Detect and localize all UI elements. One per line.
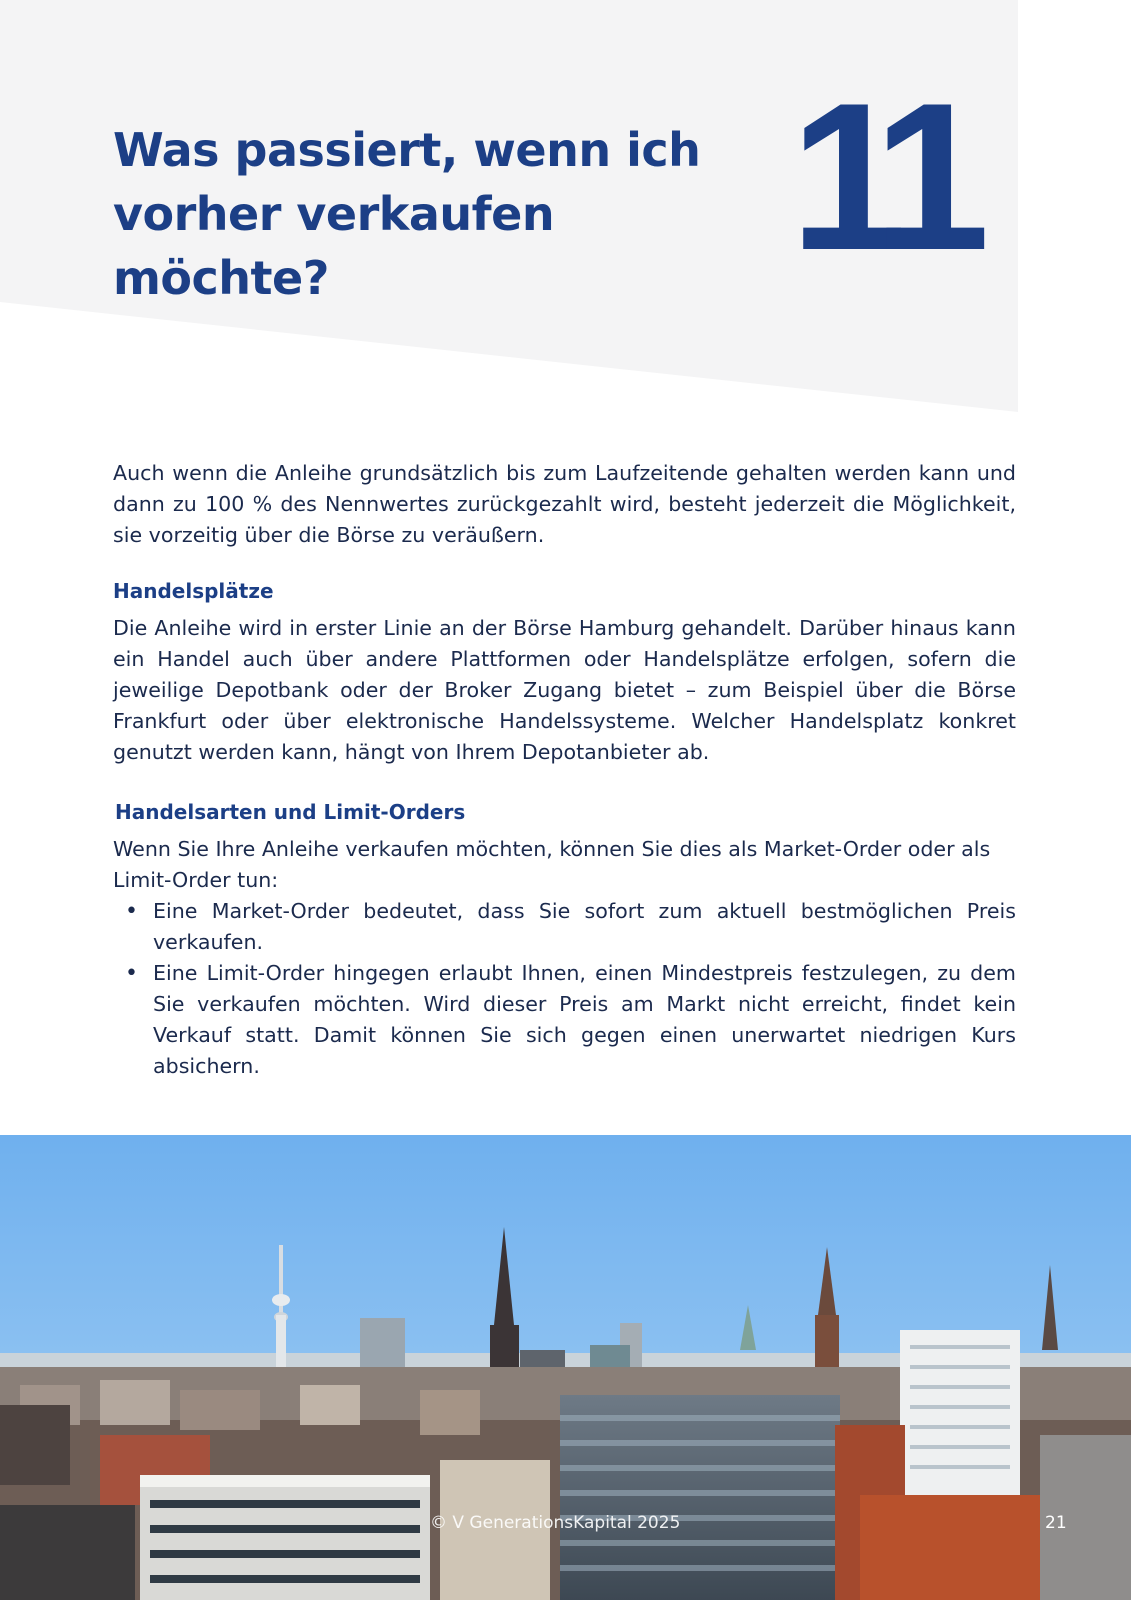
section-body-handelsplaetze: Die Anleihe wird in erster Linie an der Börse Hamburg gehandelt. Darüber hinaus kann ein Handel auch über andere Plattformen oder Handelsplätze erfolgen, sofern die jeweilige Depotbank oder der Broker Zugang bietet – zum Beispiel über die Börse Frankfurt oder über elektronische Handelssysteme. Welcher Handelsplatz konkret genutzt werden kann, hängt von Ihrem Depotanbieter ab. bbox=[113, 616, 1016, 764]
intro-paragraph: Auch wenn die Anleihe grundsätzlich bis zum Laufzeitende gehalten werden kann und dann zu 100 % des Nennwertes zurückgezahlt wird, besteht jederzeit die Möglichkeit, sie vorzeitig über die Börse zu veräußern. bbox=[113, 461, 1016, 547]
order-types-list bbox=[113, 896, 1016, 1082]
section-heading-handelsplaetze: Handelsplätze bbox=[113, 579, 274, 603]
section-heading-handelsarten: Handelsarten und Limit-Orders bbox=[115, 800, 466, 824]
footer-copyright: © V GenerationsKapital 2025 bbox=[430, 1513, 681, 1533]
section-body-handelsarten: Wenn Sie Ihre Anleihe verkaufen möchten, können Sie dies als Market-Order oder als Limit-Order tun: bbox=[113, 837, 991, 892]
page-number: 21 bbox=[1045, 1513, 1067, 1533]
main-content bbox=[113, 458, 1016, 1082]
list-item-market-order: • Eine Market-Order bedeutet, dass Sie sofort zum aktuell bestmöglichen Preis verkaufen. bbox=[153, 896, 1016, 958]
chapter-number: 11 bbox=[790, 59, 968, 294]
list-item-limit-order: • Eine Limit-Order hingegen erlaubt Ihnen, einen Mindestpreis festzulegen, zu dem Sie verkaufen möchten. Wird dieser Preis am Markt nicht erreicht, findet kein Verkauf statt. Damit können Sie sich gegen einen unerwartet niedrigen Kurs absichern. bbox=[153, 958, 1016, 1082]
page-title: Was passiert, wenn ich vorher verkaufen möchte? bbox=[113, 123, 701, 305]
